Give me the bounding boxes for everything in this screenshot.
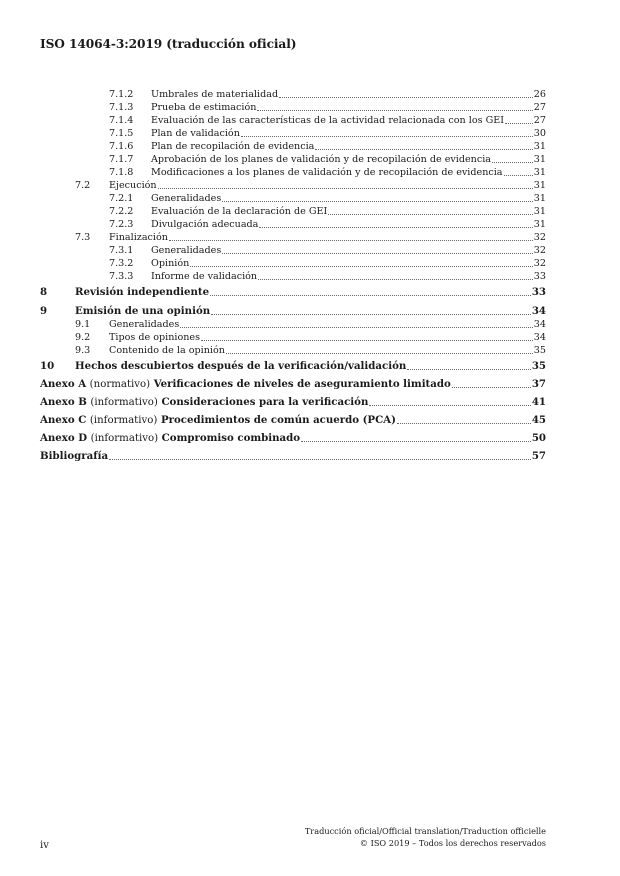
dot-leader	[158, 188, 533, 189]
toc-number: 7.1.8	[109, 167, 134, 178]
toc-entry-10[interactable]	[40, 359, 546, 372]
annex-kind: (informativo)	[90, 397, 158, 408]
toc-entry-7-2-1[interactable]	[109, 191, 546, 204]
toc-title: Generalidades	[109, 319, 180, 330]
toc-title: Finalización	[109, 232, 168, 243]
toc-number: 7.1.2	[109, 89, 134, 100]
toc-page: 27	[533, 102, 546, 113]
dot-leader	[492, 162, 533, 163]
toc-number: 7.1.4	[109, 115, 134, 126]
toc-entry-7-1-5[interactable]	[109, 126, 546, 139]
toc-page: 32	[533, 232, 546, 243]
annex-label: Anexo B	[40, 396, 87, 408]
toc-page: 30	[533, 128, 546, 139]
toc-page: 26	[533, 89, 546, 100]
toc-number: 9.1	[75, 319, 91, 330]
dot-leader	[407, 369, 531, 370]
toc-entry-7-2-2[interactable]	[109, 204, 546, 217]
toc-page: 34	[533, 319, 546, 330]
dot-leader	[315, 149, 532, 150]
toc-page: 31	[533, 167, 546, 178]
toc-number: 7.2	[75, 180, 91, 191]
toc-page: 31	[533, 219, 546, 230]
toc-title: Tipos de opiniones	[109, 332, 201, 343]
page-number: iv	[40, 840, 49, 851]
toc-entry-7-3-1[interactable]	[109, 243, 546, 256]
translation-note: Traducción oficial/Official translation/Traduction officielle	[304, 826, 546, 836]
toc-number: 9.2	[75, 332, 91, 343]
toc-entry-annex-d[interactable]	[40, 431, 546, 444]
dot-leader	[258, 279, 533, 280]
toc-number: 7.3.1	[109, 245, 134, 256]
annex-label: Anexo D	[40, 432, 88, 444]
toc-title: Evaluación de la declaración de GEI	[151, 206, 328, 217]
toc-page: 35	[533, 345, 546, 356]
dot-leader	[201, 340, 533, 341]
dot-leader	[226, 353, 533, 354]
toc-page: 32	[533, 258, 546, 269]
toc-entry-7-1-4[interactable]	[109, 113, 546, 126]
toc-number: 7.1.3	[109, 102, 134, 113]
toc-entry-8[interactable]	[40, 285, 546, 298]
toc-entry-7-1-7[interactable]	[109, 152, 546, 165]
toc-title: Plan de validación	[151, 128, 240, 139]
toc-number: 9.3	[75, 345, 91, 356]
toc-page: 33	[531, 286, 546, 298]
toc-entry-annex-a[interactable]	[40, 377, 546, 390]
dot-leader	[180, 327, 533, 328]
toc-title: Contenido de la opinión	[109, 345, 225, 356]
toc-page: 41	[531, 396, 546, 408]
dot-leader	[210, 295, 531, 296]
dot-leader	[259, 227, 532, 228]
dot-leader	[109, 459, 531, 460]
toc-page: 31	[533, 154, 546, 165]
toc-page: 57	[531, 450, 546, 462]
toc-entry-7-3[interactable]	[75, 230, 546, 243]
toc-title: Aprobación de los planes de validación y de recopilación de evidencia	[151, 154, 492, 165]
copyright-notice: © ISO 2019 – Todos los derechos reservados	[359, 838, 546, 848]
dot-leader	[222, 201, 533, 202]
toc-title: Umbrales de materialidad	[151, 89, 279, 100]
toc-number: 8	[40, 286, 48, 298]
dot-leader	[505, 123, 533, 124]
dot-leader	[369, 405, 530, 406]
toc-entry-7-3-2[interactable]	[109, 256, 546, 269]
toc-number: 9	[40, 305, 48, 317]
toc-entry-9-2[interactable]	[75, 330, 546, 343]
toc-title: Ejecución	[109, 180, 157, 191]
toc-entry-annex-b[interactable]	[40, 395, 546, 408]
annex-label: Anexo A	[40, 378, 87, 390]
toc-page: 34	[533, 332, 546, 343]
toc-page: 50	[531, 432, 546, 444]
toc-entry-7-1-6[interactable]	[109, 139, 546, 152]
dot-leader	[279, 97, 533, 98]
dot-leader	[169, 240, 533, 241]
document-header: ISO 14064-3:2019 (traducción oficial)	[40, 37, 297, 51]
toc-title: Compromiso combinado	[161, 432, 301, 444]
dot-leader	[211, 314, 531, 315]
toc-title: Modificaciones a los planes de validación y de recopilación de evidencia	[151, 167, 503, 178]
dot-leader	[257, 110, 532, 111]
toc-entry-9-3[interactable]	[75, 343, 546, 356]
toc-number: 7.1.5	[109, 128, 134, 139]
toc-title: Evaluación de las características de la actividad relacionada con los GEI	[151, 115, 505, 126]
toc-number: 7.2.1	[109, 193, 134, 204]
toc-title: Hechos descubiertos después de la verificación/validación	[75, 360, 407, 372]
dot-leader	[222, 253, 533, 254]
toc-title: Informe de validación	[151, 271, 258, 282]
toc-number: 7.3	[75, 232, 91, 243]
toc-entry-7-1-8[interactable]	[109, 165, 546, 178]
annex-label: Anexo C	[40, 414, 87, 426]
toc-title: Plan de recopilación de evidencia	[151, 141, 315, 152]
toc-entry-7-2-3[interactable]	[109, 217, 546, 230]
toc-page: 45	[531, 414, 546, 426]
toc-entry-bibliography[interactable]	[40, 449, 546, 462]
toc-entry-7-2[interactable]	[75, 178, 546, 191]
toc-page: 31	[533, 193, 546, 204]
toc-entry-annex-c[interactable]	[40, 413, 546, 426]
dot-leader	[328, 214, 532, 215]
toc-page: 33	[533, 271, 546, 282]
toc-page: 37	[531, 378, 546, 390]
toc-title: Revisión independiente	[75, 286, 210, 298]
dot-leader	[397, 423, 531, 424]
toc-page: 31	[533, 180, 546, 191]
toc-title: Generalidades	[151, 193, 222, 204]
toc-entry-7-1-2[interactable]	[109, 87, 546, 100]
toc-title: Divulgación adecuada	[151, 219, 259, 230]
toc-entry-7-3-3[interactable]	[109, 269, 546, 282]
toc-number: 7.2.3	[109, 219, 134, 230]
toc-title: Procedimientos de común acuerdo (PCA)	[160, 414, 396, 426]
toc-title: Prueba de estimación	[151, 102, 257, 113]
toc-title: Opinión	[151, 258, 190, 269]
annex-kind: (informativo)	[89, 415, 158, 426]
annex-kind: (informativo)	[90, 433, 159, 444]
toc-number: 7.1.7	[109, 154, 134, 165]
toc-number: 7.1.6	[109, 141, 134, 152]
toc-entry-9[interactable]	[40, 304, 546, 317]
toc-page: 35	[531, 360, 546, 372]
toc-number: 10	[40, 360, 55, 372]
toc-page: 34	[531, 305, 546, 317]
toc-page: 32	[533, 245, 546, 256]
dot-leader	[241, 136, 533, 137]
annex-kind: (normativo)	[89, 379, 151, 390]
toc-entry-9-1[interactable]	[75, 317, 546, 330]
dot-leader	[190, 266, 533, 267]
dot-leader	[452, 387, 531, 388]
toc-number: 7.3.2	[109, 258, 134, 269]
toc-title: Generalidades	[151, 245, 222, 256]
toc-page: 31	[533, 206, 546, 217]
toc-entry-7-1-3[interactable]	[109, 100, 546, 113]
dot-leader	[301, 441, 531, 442]
toc-title: Verificaciones de niveles de aseguramiento limitado	[153, 378, 451, 390]
toc-title: Consideraciones para la verificación	[161, 396, 369, 408]
toc-page: 27	[533, 115, 546, 126]
toc-number: 7.2.2	[109, 206, 134, 217]
toc-title: Bibliografía	[40, 450, 109, 462]
toc-number: 7.3.3	[109, 271, 134, 282]
toc-title: Emisión de una opinión	[75, 305, 211, 317]
dot-leader	[504, 175, 533, 176]
toc-page: 31	[533, 141, 546, 152]
